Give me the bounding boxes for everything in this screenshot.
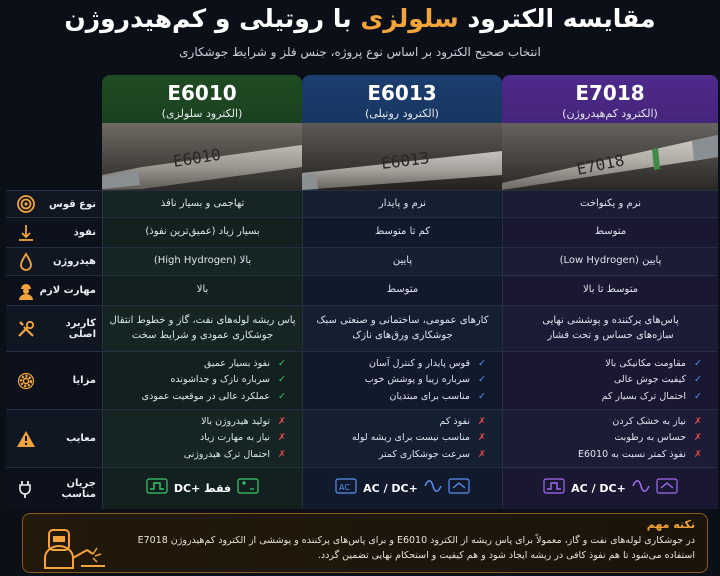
list-item: ✗تولید هیدروژن بالا (109, 414, 286, 431)
list-item: ✓احتمال ترک بسیار کم (509, 389, 702, 406)
check-icon: ✓ (278, 390, 286, 402)
row-label: نوع قوس (49, 198, 96, 210)
comparison-table (6, 75, 718, 509)
meter-icon (448, 478, 470, 500)
svg-text:AC: AC (339, 482, 351, 492)
cell-e6013: متوسط (302, 276, 502, 305)
welder-icon (31, 518, 107, 570)
list-item: ✗سرعت جوشکاری کمتر (309, 447, 486, 464)
cell-e6010 (102, 352, 302, 409)
disadvantages-list (509, 414, 712, 464)
current-type: AC / DC+ (571, 481, 626, 495)
title-part-2: با روتیلی و کم‌هیدروژن (64, 4, 352, 33)
polarity-icon (335, 478, 357, 500)
electrode-code: E7018 (575, 81, 645, 105)
dc-wave-icon (146, 478, 168, 500)
current-type: DC+ فقط (173, 481, 232, 495)
tools-icon (14, 317, 37, 341)
advantages-list (309, 356, 496, 406)
cell-e6013: نرم و پایدار (302, 191, 502, 217)
worker-icon (14, 279, 38, 303)
check-icon: ✓ (694, 390, 702, 402)
list-item: ✓سرباره زیبا و پوشش خوب (309, 372, 486, 389)
gear-icon (14, 369, 38, 393)
title-highlight: سلولزی (360, 4, 459, 33)
column-header-e7018 (502, 75, 718, 190)
photo-label: E6013 (380, 148, 431, 173)
electrode-photo (302, 123, 502, 190)
cell-e6010 (102, 410, 302, 467)
cell-e7018 (502, 352, 718, 409)
row-application (6, 305, 718, 351)
cell-e7018: پاس‌های پرکننده و پوششی نهایی سازه‌های حساس و تحت فشار (502, 306, 718, 351)
advantages-list (109, 356, 296, 406)
disadvantages-list (109, 414, 296, 464)
current-type: AC / DC+ (363, 481, 418, 495)
row-disadvantages (6, 409, 718, 467)
important-note (22, 513, 708, 573)
list-item: ✓مناسب برای مبتدیان (309, 389, 486, 406)
row-label: مهارت لازم (39, 285, 96, 296)
list-item: ✗احتمال ترک هیدروژنی (109, 447, 286, 464)
list-item: ✗نفوذ کمتر نسبت به E6010 (509, 447, 702, 464)
cell-e7018: نرم و یکنواخت (502, 191, 718, 217)
check-icon: ✓ (694, 357, 702, 369)
cross-icon: ✗ (694, 415, 702, 427)
cell-e6013: پایین (302, 248, 502, 275)
list-item: ✗نفوذ کم (309, 414, 486, 431)
cell-e6013 (302, 468, 502, 509)
check-icon: ✓ (694, 374, 702, 386)
check-icon: ✓ (278, 357, 286, 369)
cell-e7018: متوسط (502, 218, 718, 247)
cross-icon: ✗ (478, 415, 486, 427)
list-item: ✓سرباره نازک و جداشونده (109, 372, 286, 389)
advantages-list (509, 356, 712, 406)
polarity-icon (543, 478, 565, 500)
cell-e7018 (502, 468, 718, 509)
cell-e6013 (302, 410, 502, 467)
photo-label: E7018 (574, 150, 626, 179)
cell-e6010: بالا (102, 276, 302, 305)
cell-e7018 (502, 410, 718, 467)
electrode-photo (502, 123, 718, 190)
list-item: ✓عملکرد عالی در موقعیت عمودی (109, 389, 286, 406)
electrode-type: (الکترود روتیلی) (365, 107, 439, 120)
cross-icon: ✗ (278, 432, 286, 444)
list-item: ✓کیفیت جوش عالی (509, 372, 702, 389)
row-penetration (6, 217, 718, 247)
droplet-icon (14, 250, 38, 274)
cell-e6010: تهاجمی و بسیار نافذ (102, 191, 302, 217)
electrode-photo (102, 123, 302, 190)
page-title (0, 4, 720, 33)
electrode-type: (الکترود کم‌هیدروژن) (562, 107, 658, 120)
cell-e6010 (102, 468, 302, 509)
row-label: جریان مناسب (61, 477, 96, 500)
penetration-icon (14, 221, 38, 245)
check-icon: ✓ (278, 374, 286, 386)
row-label: نفوذ (73, 227, 96, 238)
ac-wave-icon (632, 480, 650, 498)
cell-e6013: کم تا متوسط (302, 218, 502, 247)
row-label: معایب (66, 433, 96, 444)
cell-e7018: پایین (Low Hydrogen) (502, 248, 718, 275)
cell-e6010: بالا (High Hydrogen) (102, 248, 302, 275)
check-icon: ✓ (478, 390, 486, 402)
page-subtitle: انتخاب صحیح الکترود بر اساس نوع پروژه، جنس فلز و شرایط جوشکاری (179, 45, 541, 59)
row-arc-type (6, 190, 718, 217)
list-item: ✗نیاز به مهارت زیاد (109, 430, 286, 447)
polarity-icon (237, 478, 259, 500)
warning-icon (14, 427, 38, 451)
cross-icon: ✗ (478, 432, 486, 444)
cross-icon: ✗ (694, 448, 702, 460)
electrode-code: E6010 (167, 81, 237, 105)
row-label: کاربرد اصلی (65, 317, 96, 340)
disadvantages-list (309, 414, 496, 464)
check-icon: ✓ (478, 357, 486, 369)
cross-icon: ✗ (694, 432, 702, 444)
ac-wave-icon (424, 480, 442, 498)
check-icon: ✓ (478, 374, 486, 386)
cross-icon: ✗ (478, 448, 486, 460)
list-item: ✓مقاومت مکانیکی بالا (509, 356, 702, 373)
row-hydrogen (6, 247, 718, 275)
meter-icon (656, 478, 678, 500)
electrode-type: (الکترود سلولزی) (161, 107, 243, 120)
target-icon (14, 192, 38, 216)
list-item: ✗نیاز به خشک کردن (509, 414, 702, 431)
cell-e6013: کارهای عمومی، ساختمانی و صنعتی سبک جوشکاری ورق‌های نازک (302, 306, 502, 351)
cell-e6013 (302, 352, 502, 409)
row-skill (6, 275, 718, 305)
cell-e7018: متوسط تا بالا (502, 276, 718, 305)
column-header-e6010 (102, 75, 302, 190)
cell-e6010: بسیار زیاد (عمیق‌ترین نفوذ) (102, 218, 302, 247)
cell-e6010: پاس ریشه لوله‌های نفت، گاز و خطوط انتقال جوشکاری عمودی و شرایط سخت (102, 306, 302, 351)
cross-icon: ✗ (278, 448, 286, 460)
row-label: هیدروژن (52, 256, 96, 267)
column-header-e6013 (302, 75, 502, 190)
row-label: مزایا (72, 375, 96, 386)
list-item: ✗مناسب نیست برای ریشه لوله (309, 430, 486, 447)
note-title: نکته مهم (646, 518, 695, 531)
list-item: ✓قوس پایدار و کنترل آسان (309, 356, 486, 373)
row-current (6, 467, 718, 509)
list-item: ✓نفوذ بسیار عمیق (109, 356, 286, 373)
cross-icon: ✗ (278, 415, 286, 427)
note-text: در جوشکاری لوله‌های نفت و گاز، معمولاً برای پاس ریشه از الکترود E6010 و برای پاس‌های پرکننده و پوششی از الکترود کم‌هیدروژن E7018 استفاده می‌شود تا هم نفوذ کافی در ریشه ایجاد شود و هم کیفیت و استحکام نهایی تضمین گردد. (137, 535, 695, 561)
title-part-1: مقایسه الکترود (467, 4, 656, 33)
row-advantages (6, 351, 718, 409)
photo-label: E6010 (171, 144, 223, 171)
electrode-code: E6013 (367, 81, 437, 105)
plug-icon (14, 477, 36, 501)
list-item: ✗حساس به رطوبت (509, 430, 702, 447)
